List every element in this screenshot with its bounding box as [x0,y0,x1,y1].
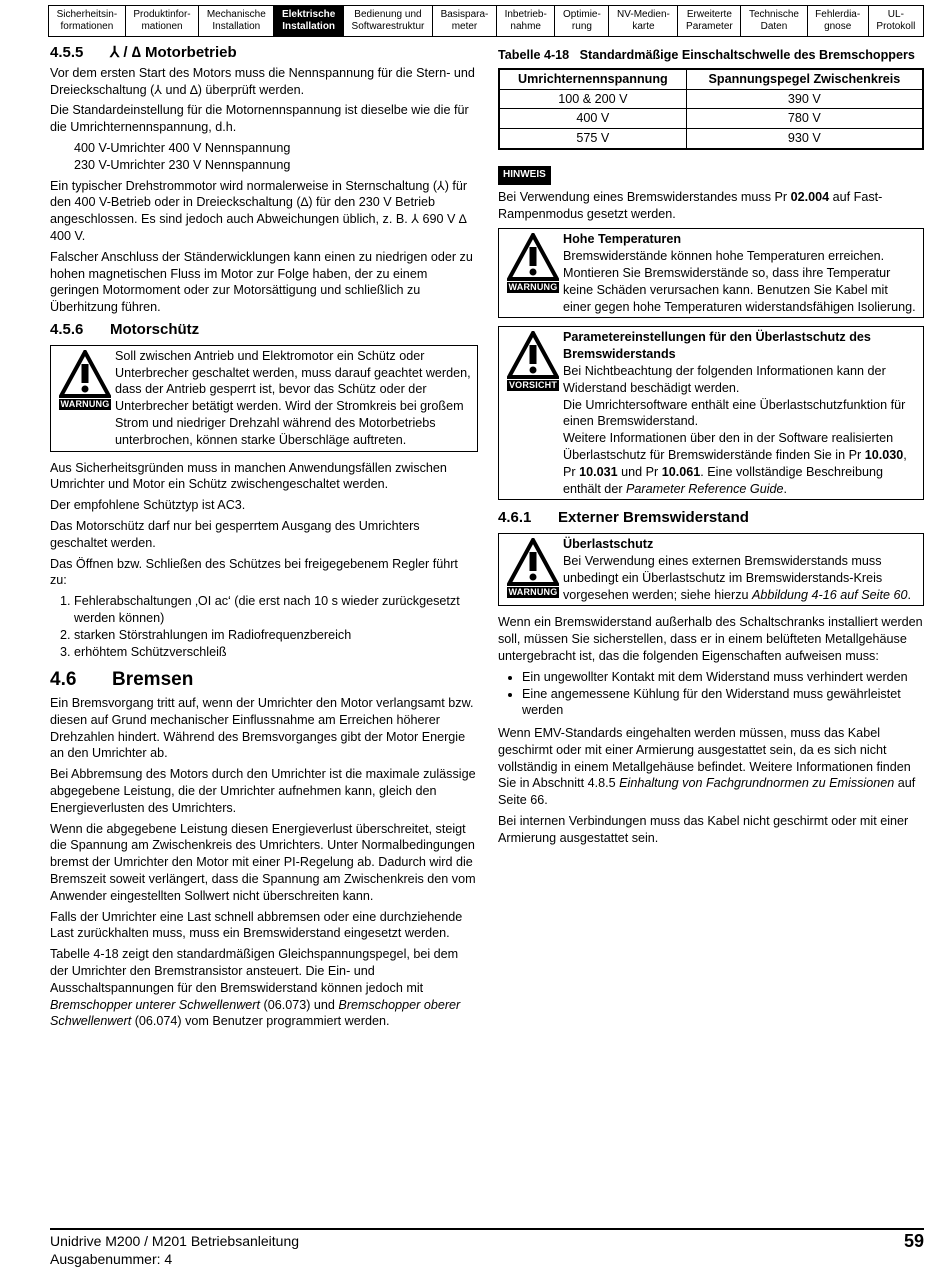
warning-box [498,533,924,606]
nav-tab-3[interactable]: Elektrische Installation [274,6,344,36]
list-item: 3. erhöhtem Schützverschleiß [74,644,478,661]
paragraph: Vor dem ersten Start des Motors muss die Nennspannung für die Stern- und Dreieckschaltung (⅄ und ∆) überprüft werden. [50,65,475,97]
warning-text [563,231,917,315]
caution-text [563,329,917,497]
table-header: Spannungspegel Zwischenkreis [686,69,923,89]
warning-body: Bei Verwendung eines externen Bremswiderstands muss unbedingt ein Überlastschutz im Bremswiderstands-Kreis vorgesehen werden; siehe hierzu Abbildung 4-16 auf Seite 60. [563,553,911,602]
numbered-list [50,593,478,660]
warning-text: Soll zwischen Antrieb und Elektromotor ein Schütz oder Unterbrecher geschaltet werden, muss darauf geachtet werden, dass der Antrieb gesperrt ist, bevor das Schütz oder der Unterbrecher betätigt werden. Wird der Stromkreis bei großem Strom und niedriger Drehzahl während des Motorbetriebs unterbrochen, können starke Überschläge auftreten. [115,348,471,447]
table-caption: Tabelle 4-18 Standardmäßige Einschaltschwelle des Bremschoppers [498,48,915,62]
nav-tab-6[interactable]: Inbetrieb- nahme [497,6,555,36]
caution-line: Bei Nichtbeachtung der folgenden Informationen kann der Widerstand beschädigt werden. [563,363,886,395]
paragraph: Die Standardeinstellung für die Motornennspannung ist dieselbe wie die für die Umrichternennspannung, d.h. [50,103,469,135]
nav-tab-5[interactable]: Basispara- meter [433,6,497,36]
nav-tab-10[interactable]: Technische Daten [741,6,807,36]
caution-line: Weitere Informationen über den in der Software realisierten Überlastschutz für Bremswiderstände finden Sie in Pr 10.030, Pr 10.031 und Pr 10.061. Eine vollständige Beschreibung enthält der Parameter Reference Guide. [563,431,907,496]
paragraph: Ein Bremsvorgang tritt auf, wenn der Umrichter den Motor verlangsamt bzw. diesen auf Grund mechanischer Einflussnahme am Erreichen höherer Drehzahlen hindert. Während des Bremsvorganges gibt der Motor Energie an den Umrichter ab. [50,696,474,761]
paragraph: Wenn EMV-Standards eingehalten werden müssen, muss das Kabel geschirmt oder mit einer Armierung ausgestattet sein, da es sich nicht vollständig in einem Metallgehäuse befindet. Weitere Informationen finden Sie in Abschnitt 4.8.5 Einhaltung von Fachgrundnormen zu Emissionen auf Seite 66. [498,726,916,808]
footer-title: Unidrive M200 / M201 Betriebsanleitung [50,1233,300,1249]
bullet-list [498,669,924,719]
warning-box [50,345,478,452]
footer-issue: Ausgabenummer: 4 [50,1251,173,1267]
paragraph: 400 V-Umrichter 400 V Nennspannung [74,140,291,155]
note-badge: HINWEIS [498,166,551,185]
paragraph: Bei Abbremsung des Motors durch den Umrichter ist die maximale zulässige abgegebene Leistung, die der Umrichter aufnehmen kann, gleich den Energieverlusten des Umrichters. [50,767,476,815]
figure-link[interactable]: Abbildung 4-16 auf Seite 60 [752,587,908,602]
paragraph: Ein typischer Drehstrommotor wird normalerweise in Sternschaltung (⅄) für den 400 V-Betrieb oder in Dreieckschaltung (∆) für den 230 V Betrieb angeschlossen. Es sind jedoch auch Abweichungen üblich, z. B. ⅄ 690 V ∆ 400 V. [50,178,468,243]
left-column [50,45,478,1034]
warning-icon: WARNUNG [503,231,563,315]
list-item: 2. starken Störstrahlungen im Radiofrequenzbereich [74,627,478,644]
warning-icon: WARNUNG [503,536,563,603]
paragraph: Tabelle 4-18 zeigt den standardmäßigen Gleichspannungspegel, bei dem der Umrichter den Bremstransistor ansteuert. Die Ein- und Ausschaltspannungen für den Bremswiderstand können jedoch mit Bremschopper unterer Schwellenwert (06.073) und Bremschopper oberer Schwellenwert (06.074) vom Benutzer programmiert werden. [50,947,461,1029]
table-header: Umrichternennspannung [499,69,686,89]
nav-tab-2[interactable]: Mechanische Installation [199,6,274,36]
table-cell: 930 V [686,129,923,149]
table-row [499,89,923,109]
list-item: • Ein ungewollter Kontakt mit dem Widerstand muss verhindert werden [522,669,924,686]
paragraph: Das Öffnen bzw. Schließen des Schützes bei freigegebenem Regler führt zu: [50,556,458,588]
section-link[interactable]: Einhaltung von Fachgrundnormen zu Emissionen [619,776,895,791]
warning-text [563,536,917,603]
caution-title: Parametereinstellungen für den Überlastschutz des Bremswiderstands [563,330,871,362]
paragraph: Der empfohlene Schütztyp ist AC3. [50,498,246,513]
paragraph: Falscher Anschluss der Ständerwicklungen kann einen zu niedrigen oder zu hohen magnetischen Fluss im Motor zur Folge haben, der zu einem geringen Motormoment oder zur Motorsättigung und schließlich zu Überhitzung führen. [50,249,473,315]
caution-box [498,326,924,500]
nav-tab-12[interactable]: UL- Protokoll [876,9,916,32]
right-column [498,45,924,851]
warning-title: Überlastschutz [563,537,654,552]
section-heading: 4.6.1 Externer Bremswiderstand [498,509,749,527]
warning-icon: WARNUNG [55,348,115,449]
nav-tab-11[interactable]: Fehlerdia- gnose [808,6,869,36]
paragraph: Wenn die abgegebene Leistung diesen Energieverlust überschreitet, steigt die Spannung am Zwischenkreis des Umrichters. Unter Normalbedingungen bremst der Umrichter den Motor mit einer PI-Regelung ab. Dadurch wird die Bremszeit soweit verlängert, dass die Spannung am Zwischenkreis den vom Anwender eingestellten Sollwert nicht überschreiten kann. [50,821,476,903]
page-number: 59 [903,1231,924,1251]
list-item: • Eine angemessene Kühlung für den Widerstand muss gewährleistet werden [522,686,924,720]
table-row [499,129,923,149]
threshold-table [498,68,924,150]
nav-tab-9[interactable]: Erweiterte Parameter [678,6,741,36]
list-item: 1. Fehlerabschaltungen ‚OI ac‘ (die erst nach 10 s wieder zurückgesetzt werden können) [74,593,478,627]
warning-title: Hohe Temperaturen [563,232,682,247]
section-heading: 4.5.6 Motorschütz [50,320,200,338]
nav-tab-0[interactable]: Sicherheitsin- formationen [49,6,126,36]
table-header-row [499,69,923,89]
table-cell: 400 V [499,109,686,129]
nav-tab-8[interactable]: NV-Medien- karte [609,6,678,36]
caution-line: Die Umrichtersoftware enthält eine Überlastschutzfunktion für einen Bremswiderstand. [563,397,906,429]
paragraph: Aus Sicherheitsgründen muss in manchen Anwendungsfällen zwischen Umrichter und Motor ein Schütz zwischengeschaltet werden. [50,460,447,492]
section-heading: 4.5.5 ⅄ / ∆ Motorbetrieb [50,44,237,61]
table-row [499,109,923,129]
warning-body: Bremswiderstände können hohe Temperaturen erreichen. Montieren Sie Bremswiderstände so, dass ihre Temperatur keine Schäden verursachen kann. Benutzen Sie Kabel mit einer gegen hohe Temperaturen widerstandsfähigen Isolierung. [563,249,916,314]
caution-icon: VORSICHT [503,329,563,497]
note-text: Bei Verwendung eines Bremswiderstandes muss Pr 02.004 auf Fast-Rampenmodus gesetzt werden. [498,189,883,221]
table-cell: 100 & 200 V [499,89,686,109]
paragraph: 230 V-Umrichter 230 V Nennspannung [74,157,291,172]
section-heading: 4.6 Bremsen [50,669,194,691]
nav-tab-4[interactable]: Bedienung und Softwarestruktur [344,6,433,36]
paragraph: Wenn ein Bremswiderstand außerhalb des Schaltschranks installiert werden soll, müssen Sie sicherstellen, dass er in einem belüfteten Metallgehäuse untergebracht ist, das die folgenden Eigenschaften aufweisen muss: [498,615,923,663]
warning-box [498,228,924,318]
table-cell: 575 V [499,129,686,149]
table-cell: 780 V [686,109,923,129]
page-footer [50,1228,924,1268]
chapter-nav [48,5,924,37]
nav-tab-1[interactable]: Produktinfor- mationen [126,6,199,36]
paragraph: Das Motorschütz darf nur bei gesperrtem Ausgang des Umrichters geschaltet werden. [50,518,420,550]
paragraph: Bei internen Verbindungen muss das Kabel nicht geschirmt oder mit einer Armierung ausgestattet sein. [498,814,909,845]
paragraph: Falls der Umrichter eine Last schnell abbremsen oder eine durchziehende Last zurückhalten muss, muss ein Bremswiderstand eingesetzt werden. [50,909,463,941]
table-cell: 390 V [686,89,923,109]
nav-tab-7[interactable]: Optimie- rung [555,6,609,36]
